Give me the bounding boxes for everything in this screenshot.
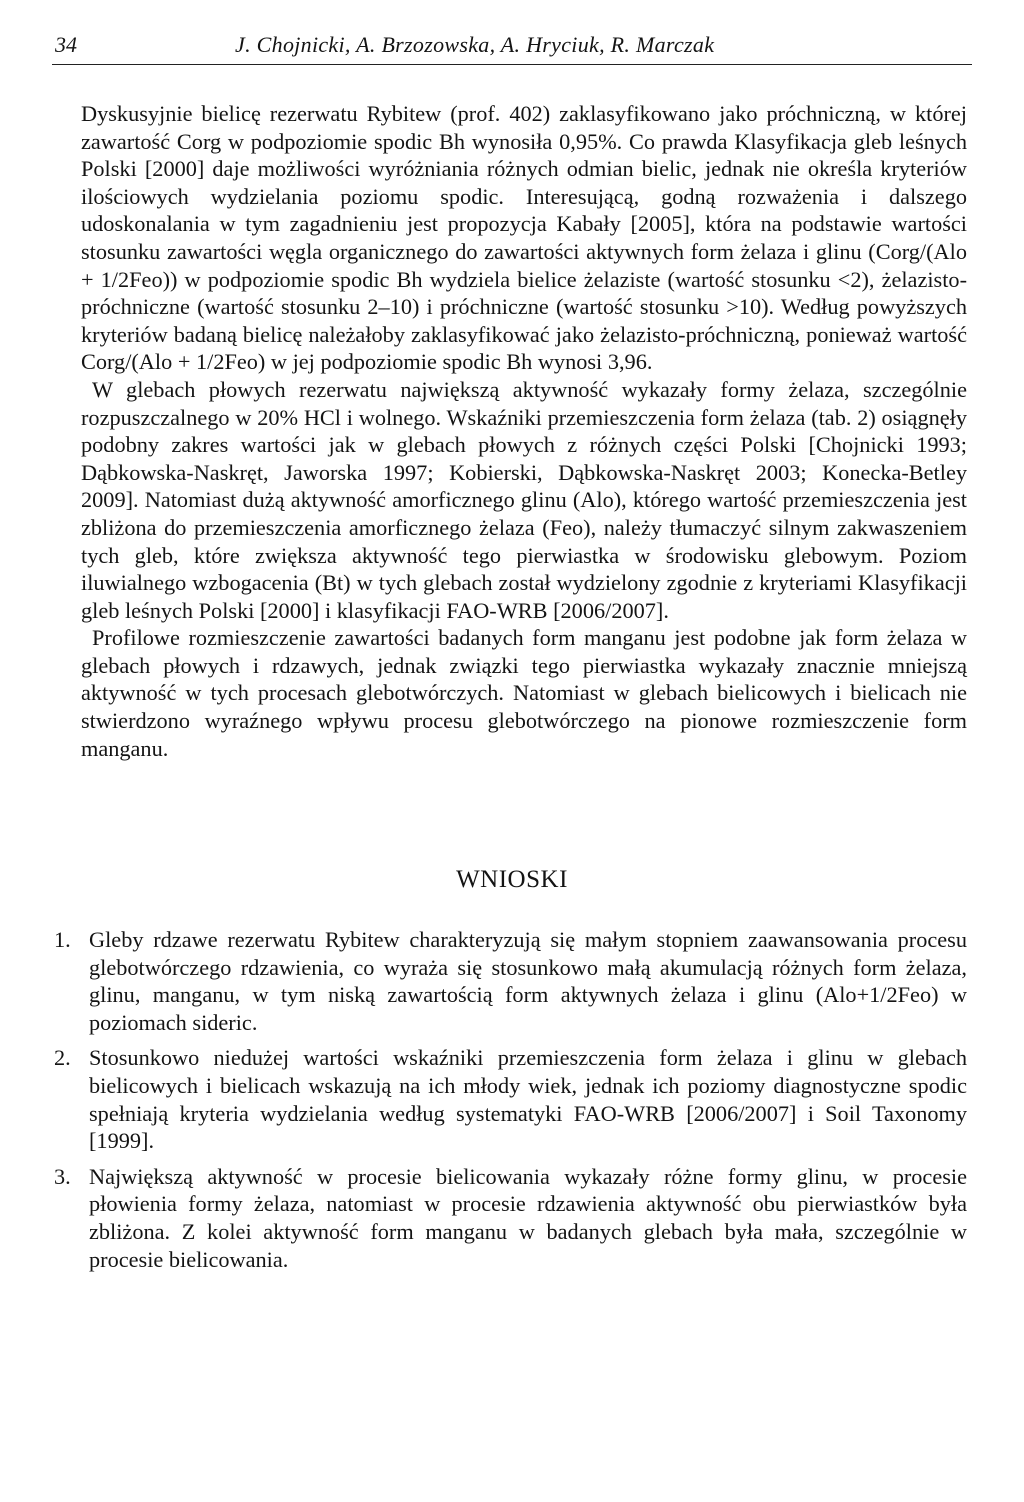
section-title-conclusions: WNIOSKI [456,866,568,893]
conclusion-item [54,926,967,1036]
body-paragraph: W glebach płowych rezerwatu największą aktywność wykazały formy żelaza, szczególnie rozpuszczalnego w 20% HCl i wolnego. Wskaźniki przemieszczenia form żelaza (tab. 2) osiągnęły podobny zakres wartości jak w glebach płowych z różnych części Polski [Chojnicki 1993; Dąbkowska-Naskręt, Jaworska 1997; Kobierski, Dąbkowska-Naskręt 2003; Konecka-Betley 2009]. Natomiast dużą aktywność amorficznego glinu (Alo), którego wartość przemieszczenia jest zbliżona do przemieszczenia amorficznego żelaza (Feo), należy tłumaczyć silnym zakwaszeniem tych gleb, które zwiększa aktywność tego pierwiastka w środowisku glebowym. Poziom iluwialnego wzbogacenia (Bt) w tych glebach został wydzielony zgodnie z kryteriami Klasyfikacji gleb leśnych Polski [2000] i klasyfikacji FAO-WRB [2006/2007]. [81,376,967,623]
body-paragraph: Dyskusyjnie bielicę rezerwatu Rybitew (prof. 402) zaklasyfikowano jako próchniczną, w której zawartość Corg w podpoziomie spodic Bh wynosiła 0,95%. Co prawda Klasyfikacja gleb leśnych Polski [2000] daje możliwości wyróżniania różnych odmian bielic, jednak nie określa kryteriów ilościowych wydzielania poziomu spodic. Interesującą, godną rozważenia i dalszego udoskonalania w tym zagadnieniu jest propozycja Kabały [2005], która na podstawie wartości stosunku zawartości węgla organicznego do zawartości aktywnych form żelaza i glinu (Corg/(Alo + 1/2Feo)) w podpoziomie spodic Bh wydziela bielice żelaziste (wartość stosunku <2), żelazisto-próchniczne (wartość stosunku 2–10) i próchniczne (wartość stosunku >10). Według powyższych kryteriów badaną bielicę należałoby zaklasyfikować jako żelazisto-próchniczną, ponieważ wartość Corg/(Alo + 1/2Feo) w jej podpoziomie spodic Bh wynosi 3,96. [81,101,967,375]
page-header [52,30,972,65]
conclusion-text: Gleby rdzawe rezerwatu Rybitew charakteryzują się małym stopniem zaawansowania procesu glebotwórczego rdzawienia, co wyraża się stosunkowo małą akumulacją różnych form żelaza, glinu, manganu, w tym niską zawartością form aktywnych żelaza i glinu (Alo+1/2Feo) w poziomach sideric. [89,927,967,1035]
conclusion-number: 1. [54,927,71,952]
conclusion-text: Największą aktywność w procesie bielicowania wykazały różne formy glinu, w procesie płowienia formy żelaza, natomiast w procesie rdzawienia aktywność obu pierwiastków była zbliżona. Z kolei aktywność form manganu w badanych glebach była mała, szczególnie w procesie bielicowania. [89,1163,967,1272]
conclusion-text: Stosunkowo niedużej wartości wskaźniki przemieszczenia form żelaza i glinu w glebach bielicowych i bielicach wskazują na ich młody wiek, jednak ich poziomy diagnostyczne spodic spełniają kryteria wydzielania według systematyki FAO-WRB [2006/2007] i Soil Taxonomy [1999]. [89,1045,967,1154]
running-head-authors: J. Chojnicki, A. Brzozowska, A. Hryciuk, R. Marczak [235,32,715,57]
page-number: 34 [55,32,77,57]
conclusion-item [54,1163,967,1273]
discussion-body [81,100,967,762]
conclusions-list [54,926,967,1281]
conclusion-number: 2. [54,1045,71,1071]
body-paragraph: Profilowe rozmieszczenie zawartości badanych form manganu jest podobne jak form żelaza w glebach płowych i rdzawych, jednak związki tego pierwiastka wykazały znacznie mniejszą aktywność w tych procesach glebotwórczych. Natomiast w glebach bielicowych i bielicach nie stwierdzono wyraźnego wpływu procesu glebotwórczego na pionowe rozmieszczenie form manganu. [81,625,967,761]
conclusion-number: 3. [54,1163,71,1189]
conclusion-item [54,1044,967,1154]
